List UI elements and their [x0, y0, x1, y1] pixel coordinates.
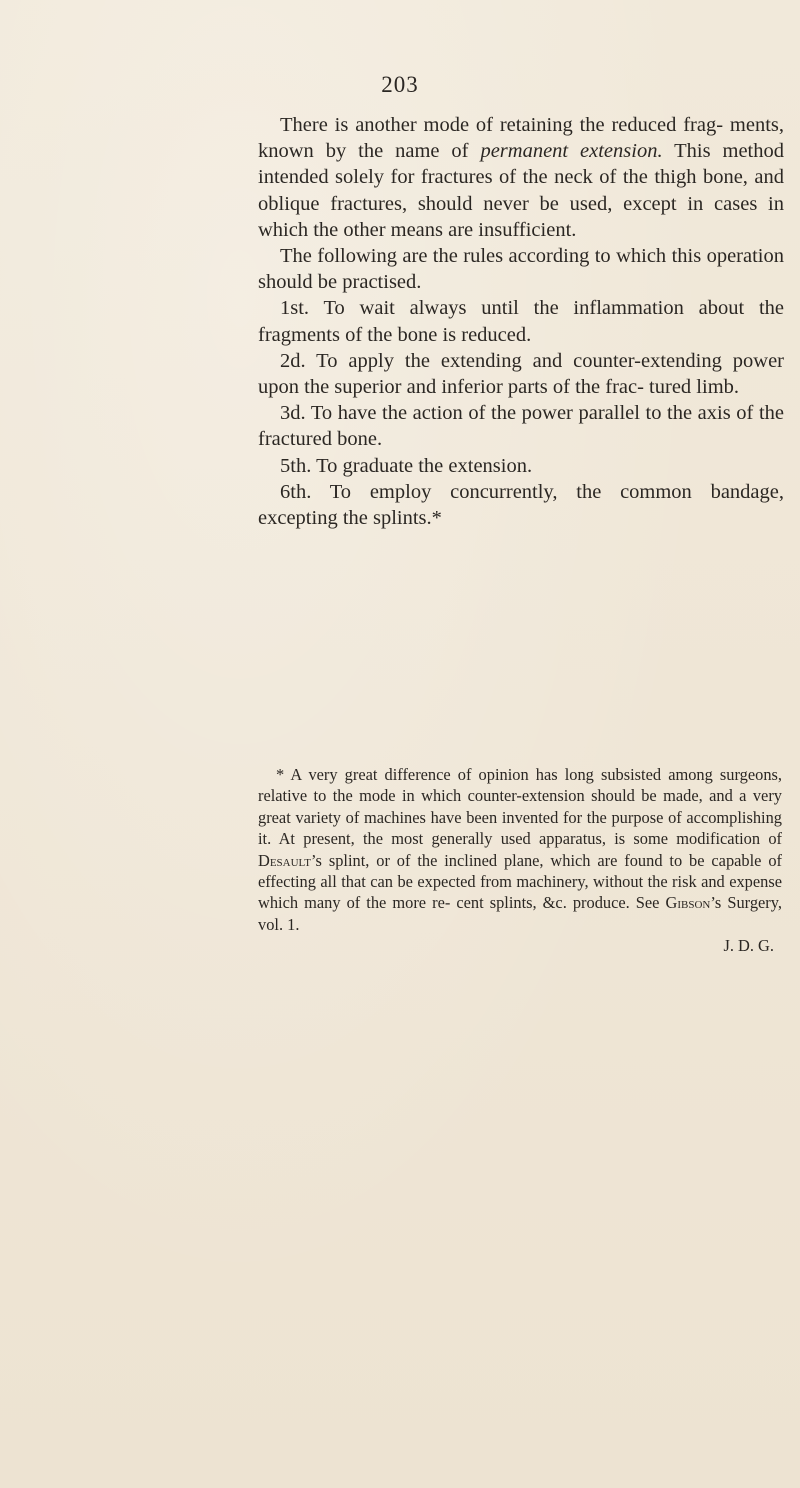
- rule-6: 6th. To employ concurrently, the common bandage, excepting the splints.*: [258, 480, 784, 530]
- page-number: 203: [381, 72, 419, 97]
- footnote-signature: J. D. G.: [723, 936, 774, 956]
- main-text: [258, 112, 784, 531]
- footnote-text: [258, 764, 782, 935]
- rule-3: 3d. To have the action of the power parallel to the axis of the fractured bone.: [258, 402, 784, 451]
- footnote-part: * A very great difference of opinion has long subsisted among surgeons, relative to the mode in which counter-extension should be made, and a very great variety of machines have been invented for the purpose of accomplishing it. At present, the most generally used apparatus, is some modification of: [258, 765, 782, 849]
- paragraph-text: This method intended solely for fractures of the neck of the thigh bone, and oblique fractures, should never be used, except in cases in which the other means are insufficient.: [258, 140, 784, 241]
- footnote-part: ’s Surgery, vol. 1.: [258, 893, 782, 934]
- footnote-part: ’s splint, or of the inclined plane, which are found to be capable of effecting all that can be expected from machinery, without the risk and expense which many of the more re- cent splints, &c. produce. See: [258, 850, 782, 913]
- paragraph-permanent-extension: [258, 112, 784, 243]
- footnote: [258, 764, 782, 957]
- rule-5: 5th. To graduate the extension.: [280, 454, 533, 477]
- footnote-name-desault: Desault: [258, 850, 311, 870]
- paragraph-rules-intro: The following are the rules according to which this operation should be practised.: [258, 245, 784, 294]
- footnote-name-gibson: Gibson: [665, 893, 711, 913]
- emphasis-term: permanent extension.: [480, 140, 663, 163]
- paragraph-text: There is another mode of retaining the reduced frag- ments, known by the name of: [258, 114, 784, 163]
- rule-1: 1st. To wait always until the inflammation about the fragments of the bone is reduced.: [258, 297, 784, 346]
- rule-2: 2d. To apply the extending and counter-extending power upon the superior and inferior parts of the frac- tured limb.: [258, 349, 784, 399]
